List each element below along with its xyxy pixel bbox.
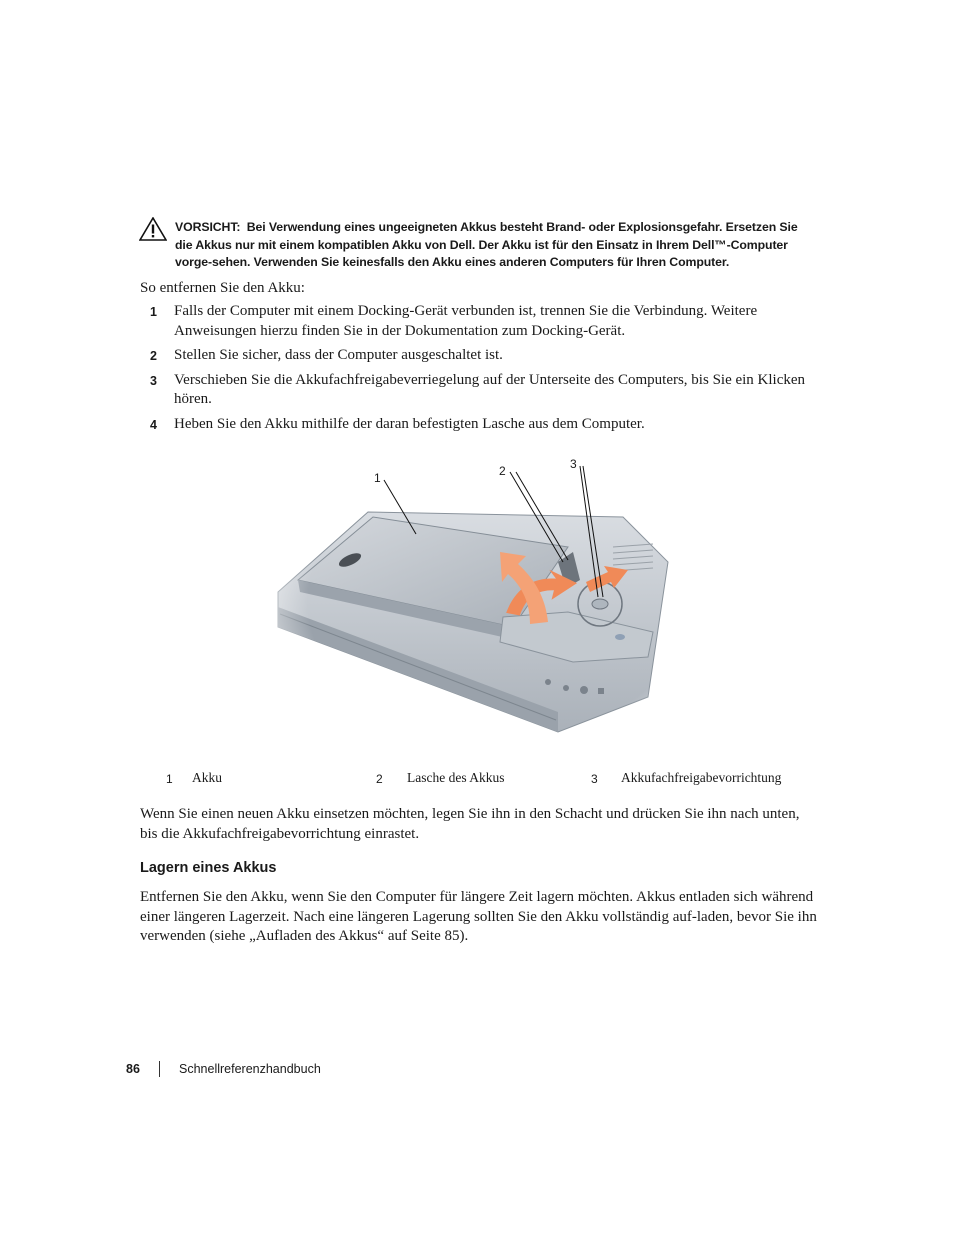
step-3 (140, 371, 820, 410)
step-4 (140, 415, 820, 435)
step-2 (140, 346, 820, 366)
step-text: Stellen Sie sicher, dass der Computer ausgeschaltet ist. (174, 347, 503, 363)
callout-1: 1 (374, 471, 381, 485)
step-number: 3 (150, 373, 157, 388)
page-number: 86 (126, 1062, 140, 1076)
steps-list (140, 302, 820, 439)
footer-divider (159, 1061, 160, 1077)
legend-number: 1 (166, 772, 173, 786)
legend-label: Lasche des Akkus (407, 770, 505, 785)
step-number: 4 (150, 417, 157, 432)
intro-text: So entfernen Sie den Akku: (140, 280, 305, 296)
battery-removal-illustration (268, 452, 688, 752)
section-heading: Lagern eines Akkus (140, 860, 277, 876)
battery-removal-figure (268, 452, 688, 752)
step-text: Verschieben Sie die Akkufachfreigabeverriegelung auf der Unterseite des Computers, bis Sie ein Klicken hören. (174, 371, 806, 407)
step-number: 1 (150, 305, 157, 319)
legend-number: 2 (376, 772, 383, 786)
callout-2: 2 (499, 464, 506, 478)
legend-number: 3 (591, 772, 598, 786)
warning-triangle-icon (139, 217, 167, 241)
warning-text (175, 219, 815, 272)
warning-body: Bei Verwendung eines ungeeigneten Akkus besteht Brand- oder Explosionsgefahr. Ersetzen Sie die Akkus nur mit einem kompatiblen Akku von Dell. Der Akku ist für den Einsatz in Ihrem Dell™-Computer vorge-sehen. Verwenden Sie keinesfalls den Akku eines anderen Computers für Ihren Computer. (175, 220, 798, 269)
callout-3: 3 (570, 457, 577, 471)
warning-label: VORSICHT: (175, 220, 241, 234)
footer-title: Schnellreferenzhandbuch (179, 1062, 321, 1076)
step-number: 2 (150, 349, 157, 363)
section-text: Entfernen Sie den Akku, wenn Sie den Computer für längere Zeit lagern möchten. Akkus entladen sich während einer längeren Lagerzeit. Nach eine längeren Lagerung sollten Sie den Akku vollständig auf-laden, bevor Sie ihn verwenden (siehe „Aufladen des Akkus“ auf Seite 85). (140, 889, 817, 944)
step-text: Heben Sie den Akku mithilfe der daran befestigten Lasche aus dem Computer. (174, 415, 645, 432)
step-1 (140, 302, 820, 341)
legend-label: Akku (192, 770, 222, 785)
legend-label: Akkufachfreigabevorrichtung (621, 770, 782, 785)
step-text: Falls der Computer mit einem Docking-Gerät verbunden ist, trennen Sie die Verbindung. Weitere Anweisungen hierzu finden Sie in der Dokumentation zum Docking-Gerät. (174, 303, 758, 339)
reinsert-text: Wenn Sie einen neuen Akku einsetzen möchten, legen Sie ihn in den Schacht und drücken Sie ihn nach unten, bis die Akkufachfreigabevorrichtung einrastet. (140, 806, 800, 842)
